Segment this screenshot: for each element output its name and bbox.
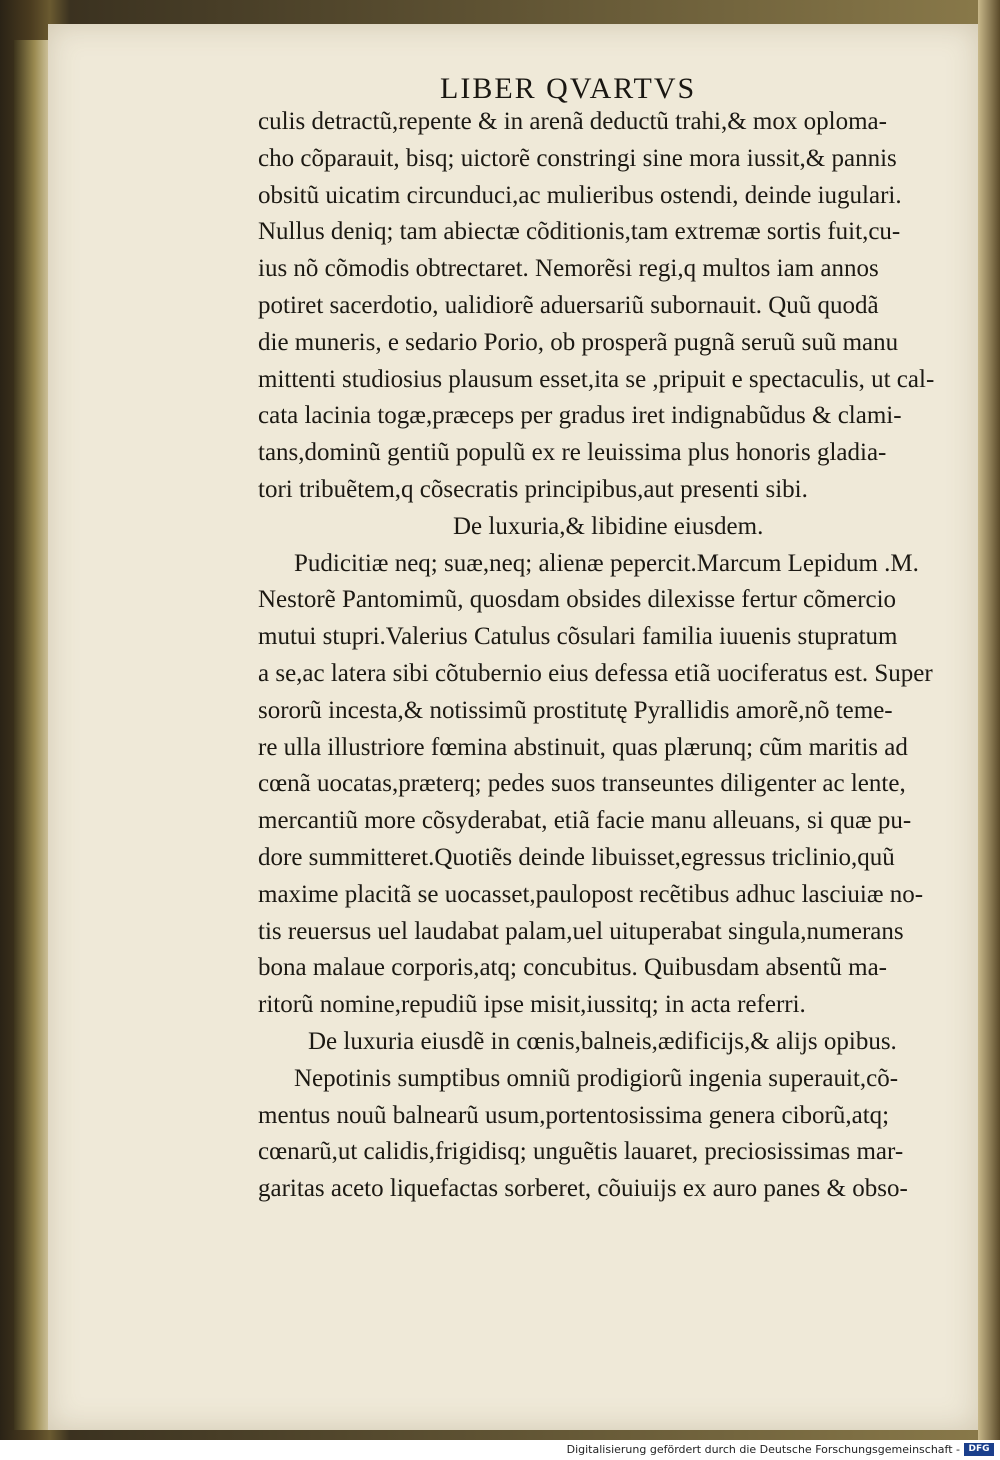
text-line: re ulla illustriore fœmina abstinuit, quas plærunq; cũm maritis ad: [258, 733, 908, 761]
text-line: ritorũ nomine,repudiũ ipse misit,iussitq; in acta referri.: [258, 991, 806, 1019]
text-line: sororũ incesta,& notissimũ prostitutę Pyrallidis amorẽ,nõ teme-: [258, 696, 893, 724]
section-heading: De luxuria eiusdẽ in cœnis,balneis,ædificijs,& alijs opibus.: [308, 1027, 897, 1055]
funding-credit: Digitalisierung gefördert durch die Deutsche Forschungsgemeinschaft -: [566, 1443, 960, 1456]
section-heading: De luxuria,& libidine eiusdem.: [453, 512, 764, 540]
text-line: Nullus deniq; tam abiectæ cõditionis,tam extremæ sortis fuit,cu-: [258, 218, 901, 246]
dfg-logo: DFG: [964, 1443, 994, 1456]
text-line: mercantiũ more cõsyderabat, etiã facie manu alleuans, si quæ pu-: [258, 807, 912, 835]
running-head: LIBER QVARTVS: [440, 72, 697, 105]
text-line: Pudicitiæ neq; suæ,neq; alienæ pepercit.Marcum Lepidum .M.: [294, 549, 919, 577]
text-line: potiret sacerdotio, ualidiorẽ aduersariũ subornauit. Quũ quodã: [258, 291, 879, 319]
text-line: Nepotinis sumptibus omniũ prodigiorũ ingenia superauit,cõ-: [294, 1064, 899, 1092]
footer-bar: [0, 1440, 1000, 1460]
page-text: [258, 104, 978, 1208]
text-line: die muneris, e sedario Porio, ob prosperã pugnã seruũ suũ manu: [258, 328, 899, 356]
text-line: obsitũ uicatim circunduci,ac mulieribus ostendi, deinde iugulari.: [258, 181, 902, 209]
text-line: culis detractũ,repente & in arenã deductũ trahi,& mox oploma-: [258, 108, 887, 135]
text-line: ius nõ cõmodis obtrectaret. Nemorẽsi regi,q multos iam annos: [258, 255, 879, 283]
text-line: garitas aceto liquefactas sorberet, cõuiuijs ex auro panes & obso-: [258, 1175, 908, 1203]
book-spine-edge: [14, 40, 48, 1430]
text-line: dore summitteret.Quotiẽs deinde libuisset,egressus triclinio,quũ: [258, 843, 895, 871]
text-line: cœnarũ,ut calidis,frigidisq; unguẽtis lauaret, preciosissimas mar-: [258, 1138, 904, 1166]
text-line: cœnã uocatas,præterq; pedes suos transeuntes diligenter ac lente,: [258, 770, 906, 798]
text-line: tans,dominũ gentiũ populũ ex re leuissima plus honoris gladia-: [258, 439, 887, 467]
text-line: maxime placitã se uocasset,paulopost recẽtibus adhuc lasciuiæ no-: [258, 880, 924, 908]
text-line: Nestorẽ Pantomimũ, quosdam obsides dilexisse fertur cõmercio: [258, 586, 897, 614]
book-cover-edge: [978, 0, 1000, 1440]
text-line: mittenti studiosius plausum esset,ita se ,pripuit e spectaculis, ut cal-: [258, 365, 935, 393]
text-line: a se,ac latera sibi cõtubernio eius defessa etiã uociferatus est. Super: [258, 659, 933, 687]
text-line: tori tribuẽtem,q cõsecratis principibus,aut presenti sibi.: [258, 475, 808, 503]
text-line: tis reuersus uel laudabat palam,uel uituperabat singula,numerans: [258, 917, 904, 945]
text-line: mutui stupri.Valerius Catulus cõsulari familia iuuenis stupratum: [258, 623, 898, 651]
text-line: cho cõparauit, bisq; uictorẽ constringi sine mora iussit,& pannis: [258, 144, 897, 172]
text-line: mentus nouũ balnearũ usum,portentosissima genera ciborũ,atq;: [258, 1101, 890, 1129]
text-line: bona malaue corporis,atq; concubitus. Quibusdam absentũ ma-: [258, 954, 888, 982]
text-line: cata lacinia togæ,præceps per gradus iret indignabũdus & clami-: [258, 402, 902, 430]
